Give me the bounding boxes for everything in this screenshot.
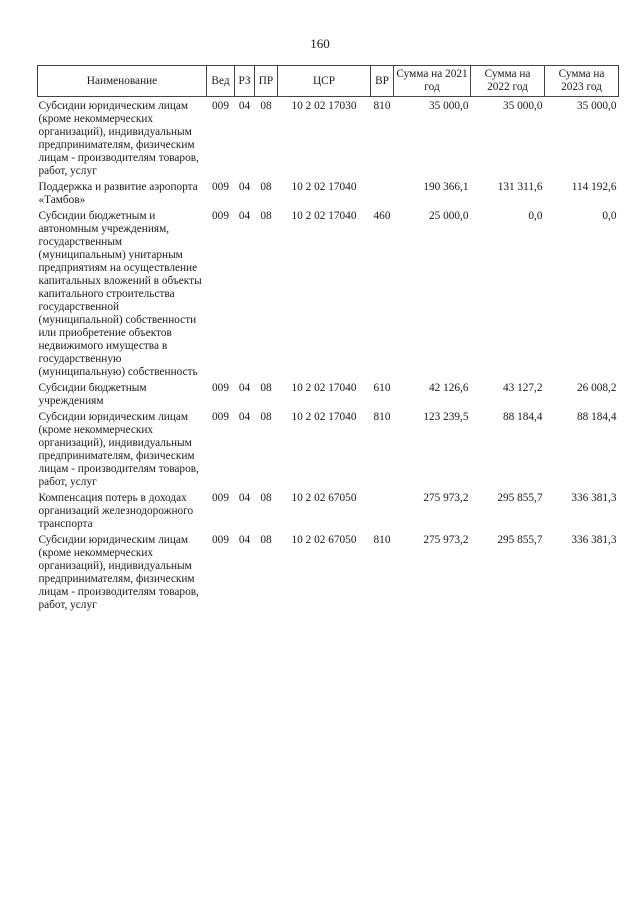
cell-vr <box>371 181 394 210</box>
header-sum-2022: Сумма на 2022 год <box>471 66 545 97</box>
cell-rz: 04 <box>238 534 251 546</box>
table-header-row <box>38 66 619 97</box>
cell-ved: 009 <box>212 210 229 222</box>
cell-pr: 08 <box>260 534 272 546</box>
cell-csr: 10 2 02 67050 <box>291 534 357 546</box>
cell-sum-2021: 42 126,6 <box>428 382 469 394</box>
cell-csr: 10 2 02 17040 <box>291 382 357 394</box>
table-row <box>38 534 619 615</box>
cell-sum-2022: 295 855,7 <box>497 534 543 546</box>
cell-name: Субсидии юридическим лицам (кроме некоммерческих организаций), индивидуальным предпринимателям, физическим лицам - производителям товаров, работ, услуг <box>38 411 199 488</box>
cell-rz: 04 <box>238 181 251 193</box>
header-pr: ПР <box>255 66 278 97</box>
cell-sum-2023: 336 381,3 <box>571 534 617 546</box>
cell-rz: 04 <box>238 492 251 504</box>
cell-ved: 009 <box>212 411 229 423</box>
cell-csr: 10 2 02 17040 <box>291 411 357 423</box>
cell-pr: 08 <box>260 100 272 112</box>
cell-sum-2021: 25 000,0 <box>428 210 469 222</box>
page-number: 160 <box>310 36 330 51</box>
header-vr: ВР <box>371 66 394 97</box>
cell-pr: 08 <box>260 492 272 504</box>
cell-sum-2021: 123 239,5 <box>423 411 469 423</box>
budget-table <box>37 65 619 615</box>
cell-pr: 08 <box>260 210 272 222</box>
cell-sum-2022: 131 311,6 <box>497 181 543 193</box>
cell-sum-2023: 35 000,0 <box>576 100 617 112</box>
cell-sum-2021: 275 973,2 <box>423 492 469 504</box>
cell-csr: 10 2 02 17040 <box>291 181 357 193</box>
cell-name: Субсидии бюджетным учреждениям <box>38 382 147 407</box>
cell-sum-2022: 0,0 <box>528 210 543 222</box>
cell-sum-2022: 43 127,2 <box>502 382 543 394</box>
cell-csr: 10 2 02 67050 <box>291 492 357 504</box>
cell-name: Поддержка и развитие аэропорта «Тамбов» <box>38 181 198 206</box>
cell-csr: 10 2 02 17040 <box>291 210 357 222</box>
cell-sum-2023: 114 192,6 <box>571 181 617 193</box>
cell-rz: 04 <box>238 100 251 112</box>
header-sum-2023: Сумма на 2023 год <box>545 66 619 97</box>
cell-sum-2022: 295 855,7 <box>497 492 543 504</box>
cell-sum-2023: 0,0 <box>602 210 617 222</box>
cell-name: Субсидии юридическим лицам (кроме некоммерческих организаций), индивидуальным предпринимателям, физическим лицам - производителям товаров, работ, услуг <box>38 100 199 177</box>
cell-vr: 810 <box>373 411 391 423</box>
cell-sum-2021: 35 000,0 <box>428 100 469 112</box>
cell-vr: 810 <box>373 100 391 112</box>
header-name: Наименование <box>38 66 207 97</box>
table-row <box>38 382 619 411</box>
table-row <box>38 411 619 492</box>
cell-ved: 009 <box>212 534 229 546</box>
table-row <box>38 492 619 534</box>
cell-sum-2021: 190 366,1 <box>423 181 469 193</box>
cell-rz: 04 <box>238 382 251 394</box>
cell-csr: 10 2 02 17030 <box>291 100 357 112</box>
table-row <box>38 97 619 182</box>
cell-sum-2022: 88 184,4 <box>502 411 543 423</box>
header-ved: Вед <box>207 66 235 97</box>
cell-vr: 460 <box>373 210 391 222</box>
cell-ved: 009 <box>212 181 229 193</box>
cell-rz: 04 <box>238 210 251 222</box>
header-sum-2021: Сумма на 2021 год <box>394 66 471 97</box>
cell-ved: 009 <box>212 382 229 394</box>
table-row <box>38 181 619 210</box>
cell-pr: 08 <box>260 411 272 423</box>
cell-sum-2021: 275 973,2 <box>423 534 469 546</box>
cell-sum-2023: 336 381,3 <box>571 492 617 504</box>
cell-sum-2023: 26 008,2 <box>576 382 617 394</box>
header-csr: ЦСР <box>278 66 371 97</box>
cell-sum-2023: 88 184,4 <box>576 411 617 423</box>
cell-vr <box>371 492 394 534</box>
cell-sum-2022: 35 000,0 <box>502 100 543 112</box>
cell-vr: 810 <box>373 534 391 546</box>
table-row <box>38 210 619 382</box>
header-rz: РЗ <box>235 66 255 97</box>
cell-pr: 08 <box>260 382 272 394</box>
cell-pr: 08 <box>260 181 272 193</box>
cell-vr: 610 <box>373 382 391 394</box>
cell-ved: 009 <box>212 100 229 112</box>
cell-name: Компенсация потерь в доходах организаций железнодорожного транспорта <box>38 492 194 530</box>
cell-name: Субсидии бюджетным и автономным учреждениям, государственным (муниципальным) унитарным предприятиям на осуществление капитальных вложений в объекты капитального строительства государственной (муниципальной) собственности или приобретение объектов недвижимого имущества в государственную (муниципальную) собственность <box>38 210 202 378</box>
cell-rz: 04 <box>238 411 251 423</box>
cell-name: Субсидии юридическим лицам (кроме некоммерческих организаций), индивидуальным предпринимателям, физическим лицам - производителям товаров, работ, услуг <box>38 534 199 611</box>
cell-ved: 009 <box>212 492 229 504</box>
